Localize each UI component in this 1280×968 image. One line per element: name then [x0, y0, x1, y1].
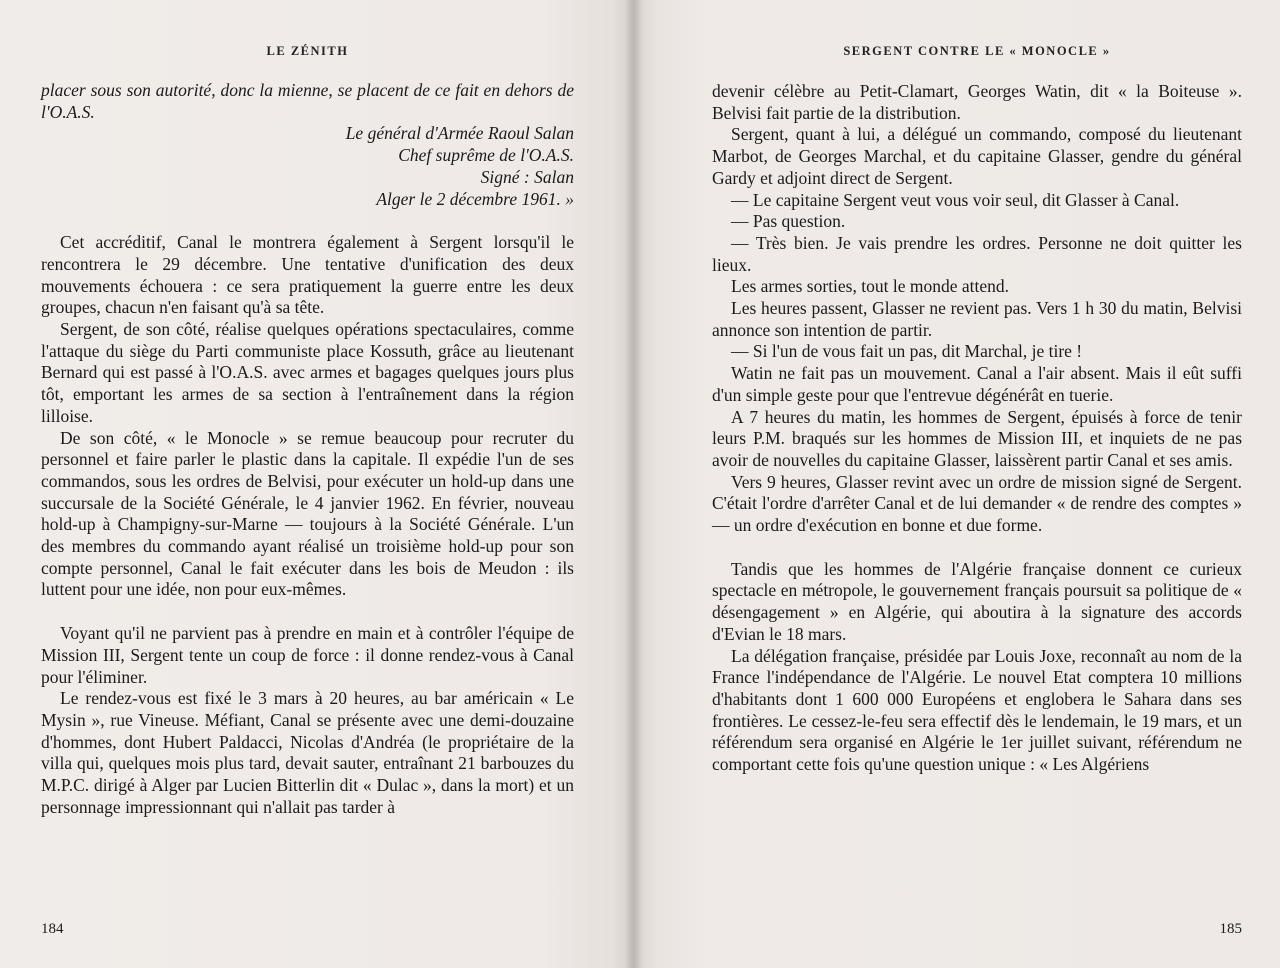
paragraph: Watin ne fait pas un mouvement. Canal a l'air absent. Mais il eût suffi d'un simple geste pour que l'entrevue dégénérât en tuerie.	[712, 363, 1242, 405]
left-page-text	[41, 80, 574, 819]
signature-line: Alger le 2 décembre 1961. »	[376, 188, 574, 209]
right-page-text	[712, 81, 1242, 776]
paragraph: De son côté, « le Monocle » se remue beaucoup pour recruter du personnel et faire parler le plastic dans la capitale. Il expédie l'un de ses commandos, sous les ordres de Belvisi, pour exécuter un hold-up dans une succursale de la Société Générale, le 4 janvier 1962. En février, nouveau hold-up à Champigny-sur-Marne — toujours à la Société Générale. L'un des membres du commando ayant réalisé un troisième hold-up pour son compte personnel, Canal le fait exécuter dans les bois de Meudon : ils luttent pour une idée, non pour eux-mêmes.	[41, 427, 574, 600]
paragraph: Le rendez-vous est fixé le 3 mars à 20 heures, au bar américain « Le Mysin », rue Vineuse. Méfiant, Canal se présente avec une demi-douzaine d'hommes, dont Hubert Paldacci, Nicolas d'Andréa (le propriétaire de la villa qui, quelques mois plus tard, devait sauter, entraînant 21 barbouzes du M.P.C. dirigé à Alger par Lucien Bitterlin dit « Dulac », dans la mort) et un personnage impressionnant qui n'allait pas tarder à	[41, 688, 574, 817]
section-break	[41, 601, 574, 623]
signature-line: Le général d'Armée Raoul Salan	[345, 123, 574, 144]
paragraph: Cet accréditif, Canal le montrera également à Sergent lorsqu'il le rencontrera le 29 décembre. Une tentative d'unification des deux mouvements échouera : ce sera pratiquement la guerre entre les deux groupes, chacun n'en faisant qu'à sa tête.	[41, 232, 574, 318]
opening-quote: placer sous son autorité, donc la mienne, se placent de ce fait en dehors de l'O.A.S.	[41, 80, 574, 122]
dialogue-line: — Très bien. Je vais prendre les ordres. Personne ne doit quitter les lieux.	[712, 232, 1242, 275]
page-number-right: 185	[1219, 921, 1242, 937]
right-page	[632, 0, 1280, 968]
running-head-right: SERGENT CONTRE LE « MONOCLE »	[843, 44, 1111, 58]
left-page	[0, 0, 632, 968]
page-number-left: 184	[41, 921, 64, 937]
paragraph: Voyant qu'il ne parvient pas à prendre en main et à contrôler l'équipe de Mission III, Sergent tente un coup de force : il donne rendez-vous à Canal pour l'éliminer.	[41, 623, 574, 687]
running-head-left: LE ZÉNITH	[266, 44, 349, 58]
paragraph: Sergent, de son côté, réalise quelques opérations spectaculaires, comme l'attaque du siège du Parti communiste place Kossuth, grâce au lieutenant Bernard qui est passé à l'O.A.S. avec armes et bagages quelques jours plus tôt, emportant les armes de sa section à l'entraînement dans la région lilloise.	[41, 319, 574, 426]
paragraph: Les armes sorties, tout le monde attend.	[731, 276, 1009, 297]
paragraph: Tandis que les hommes de l'Algérie française donnent ce curieux spectacle en métropole, le gouvernement français poursuit sa politique de « désengagement » en Algérie, qui aboutira à la signature des accords d'Evian le 18 mars.	[712, 558, 1242, 644]
signature-line: Chef suprême de l'O.A.S.	[398, 145, 574, 166]
dialogue-line: — Pas question.	[731, 211, 846, 232]
paragraph: devenir célèbre au Petit-Clamart, Georges Watin, dit « la Boiteuse ». Belvisi fait partie de la distribution.	[712, 81, 1242, 123]
dialogue-line: — Le capitaine Sergent veut vous voir seul, dit Glasser à Canal.	[731, 189, 1180, 210]
paragraph: A 7 heures du matin, les hommes de Sergent, épuisés à force de tenir leurs P.M. braqués sur les hommes de Mission III, et inquiets de ne pas avoir de nouvelles du capitaine Glasser, laissèrent partir Canal et ses amis.	[712, 406, 1242, 470]
paragraph: Vers 9 heures, Glasser revint avec un ordre de mission signé de Sergent. C'était l'ordre d'arrêter Canal et de lui demander « de rendre des comptes » — un ordre d'exécution en bonne et due forme.	[712, 471, 1242, 536]
signature-line: Signé : Salan	[480, 166, 574, 187]
section-break	[41, 210, 574, 232]
paragraph: La délégation française, présidée par Louis Joxe, reconnaît au nom de la France l'indépendance de l'Algérie. Le nouvel Etat comptera 10 millions d'habitants dont 1 600 000 Européens et englobera le Sahara dans ses frontières. Le cessez-le-feu sera effectif dès le lendemain, le 19 mars, et un référendum sera organisé en Algérie le 1er juillet suivant, référendum ne comportant cette fois qu'une question unique : « Les Algériens	[712, 645, 1242, 775]
paragraph: Sergent, quant à lui, a délégué un commando, composé du lieutenant Marbot, de Georges Marchal, et du capitaine Glasser, gendre du général Gardy et adjoint direct de Sergent.	[712, 124, 1242, 188]
section-break	[712, 537, 1242, 559]
paragraph: Les heures passent, Glasser ne revient pas. Vers 1 h 30 du matin, Belvisi annonce son intention de partir.	[712, 298, 1242, 340]
dialogue-line: — Si l'un de vous fait un pas, dit Marchal, je tire !	[731, 341, 1083, 362]
